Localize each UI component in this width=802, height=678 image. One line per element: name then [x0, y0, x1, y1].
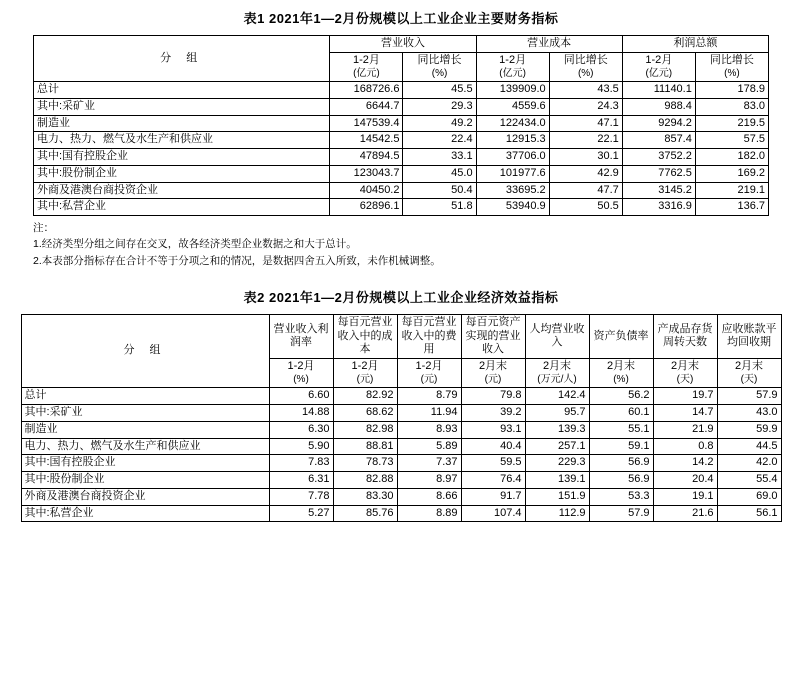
- cell-value: 50.4: [403, 182, 476, 199]
- col-period: 同比增长: [417, 53, 462, 66]
- cell-value: 22.4: [403, 132, 476, 149]
- cell-value: 257.1: [525, 438, 589, 455]
- cell-value: 8.97: [397, 472, 461, 489]
- cell-value: 6644.7: [330, 98, 403, 115]
- document-page: [0, 8, 802, 522]
- cell-value: 21.9: [653, 421, 717, 438]
- cell-value: 7762.5: [622, 165, 695, 182]
- col-unit: (元): [484, 373, 502, 385]
- cell-value: 6.60: [269, 388, 333, 405]
- cell-value: 53.3: [589, 488, 653, 505]
- cell-value: 11140.1: [622, 82, 695, 99]
- table-row: [21, 388, 781, 405]
- cell-value: 151.9: [525, 488, 589, 505]
- row-label: 总计: [34, 82, 330, 99]
- table2-col-cost-per-100: 每百元营业收入中的成本: [333, 314, 397, 358]
- cell-value: 8.79: [397, 388, 461, 405]
- cell-value: 5.27: [269, 505, 333, 522]
- table2-group-header: 分 组: [21, 314, 269, 388]
- cell-value: 82.92: [333, 388, 397, 405]
- cell-value: 55.4: [717, 472, 781, 489]
- row-label: 其中:采矿业: [34, 98, 330, 115]
- table2-title: 表2 2021年1—2月份规模以上工业企业经济效益指标: [243, 289, 559, 305]
- cell-value: 62896.1: [330, 199, 403, 216]
- cell-value: 857.4: [622, 132, 695, 149]
- cell-value: 12915.3: [476, 132, 549, 149]
- cell-value: 168726.6: [330, 82, 403, 99]
- cell-value: 55.1: [589, 421, 653, 438]
- cell-value: 57.9: [717, 388, 781, 405]
- table1-notes: [33, 220, 769, 269]
- cell-value: 30.1: [549, 149, 622, 166]
- cell-value: 219.1: [695, 182, 768, 199]
- cell-value: 24.3: [549, 98, 622, 115]
- col-period: 1-2月: [415, 360, 443, 373]
- table1-section-cost: 营业成本: [476, 36, 622, 53]
- cell-value: 45.0: [403, 165, 476, 182]
- col-period: 1-2月: [351, 360, 379, 373]
- table2: [21, 314, 782, 523]
- table2-subheader-5: [589, 359, 653, 388]
- table1-title: 表1 2021年1—2月份规模以上工业企业主要财务指标: [243, 11, 559, 26]
- cell-value: 139909.0: [476, 82, 549, 99]
- col-period: 1-2月: [287, 360, 315, 373]
- cell-value: 988.4: [622, 98, 695, 115]
- cell-value: 82.98: [333, 421, 397, 438]
- col-period: 1-2月: [352, 53, 380, 66]
- cell-value: 40450.2: [330, 182, 403, 199]
- col-period: 1-2月: [645, 53, 673, 66]
- col-period: 同比增长: [709, 53, 754, 66]
- col-unit: (元): [356, 373, 374, 385]
- cell-value: 40.4: [461, 438, 525, 455]
- col-unit: (天): [676, 373, 694, 385]
- cell-value: 229.3: [525, 455, 589, 472]
- table1-col-profit-value: [622, 52, 695, 81]
- cell-value: 47894.5: [330, 149, 403, 166]
- cell-value: 78.73: [333, 455, 397, 472]
- col-unit: (万元/人): [537, 373, 577, 385]
- col-unit: (亿元): [353, 67, 380, 79]
- table2-subheader-4: [525, 359, 589, 388]
- col-period: 同比增长: [563, 53, 608, 66]
- cell-value: 57.9: [589, 505, 653, 522]
- cell-value: 68.62: [333, 405, 397, 422]
- row-label: 制造业: [34, 115, 330, 132]
- cell-value: 6.30: [269, 421, 333, 438]
- cell-value: 8.66: [397, 488, 461, 505]
- table2-header-row-1: [21, 314, 781, 358]
- table1: [33, 35, 769, 216]
- cell-value: 112.9: [525, 505, 589, 522]
- cell-value: 139.3: [525, 421, 589, 438]
- cell-value: 83.30: [333, 488, 397, 505]
- cell-value: 169.2: [695, 165, 768, 182]
- table-row: [21, 438, 781, 455]
- table-row: [34, 149, 769, 166]
- table-row: [34, 115, 769, 132]
- table2-col-inventory-turnover-days: 产成品存货周转天数: [653, 314, 717, 358]
- row-label: 其中:股份制企业: [34, 165, 330, 182]
- row-label: 制造业: [21, 421, 269, 438]
- table2-col-profit-margin: 营业收入利润率: [269, 314, 333, 358]
- cell-value: 57.5: [695, 132, 768, 149]
- table1-head: [34, 36, 769, 82]
- table2-col-debt-ratio: 资产负债率: [589, 314, 653, 358]
- cell-value: 9294.2: [622, 115, 695, 132]
- cell-value: 59.1: [589, 438, 653, 455]
- cell-value: 182.0: [695, 149, 768, 166]
- cell-value: 7.78: [269, 488, 333, 505]
- col-unit: (%): [431, 67, 448, 79]
- cell-value: 0.8: [653, 438, 717, 455]
- table1-col-cost-growth: [549, 52, 622, 81]
- table2-subheader-6: [653, 359, 717, 388]
- cell-value: 43.0: [717, 405, 781, 422]
- col-unit: (亿元): [645, 67, 673, 79]
- col-period: 2月末: [478, 360, 508, 373]
- cell-value: 39.2: [461, 405, 525, 422]
- cell-value: 69.0: [717, 488, 781, 505]
- cell-value: 53940.9: [476, 199, 549, 216]
- cell-value: 3752.2: [622, 149, 695, 166]
- cell-value: 7.83: [269, 455, 333, 472]
- col-unit: (天): [740, 373, 758, 385]
- table2-subheader-0: [269, 359, 333, 388]
- table1-col-profit-growth: [695, 52, 768, 81]
- cell-value: 47.1: [549, 115, 622, 132]
- row-label: 其中:采矿业: [21, 405, 269, 422]
- table2-subheader-1: [333, 359, 397, 388]
- table2-col-revenue-per-100-assets: 每百元资产实现的营业收入: [461, 314, 525, 358]
- table1-col-revenue-value: [330, 52, 403, 81]
- cell-value: 82.88: [333, 472, 397, 489]
- table1-body: [34, 82, 769, 216]
- table1-section-revenue: 营业收入: [330, 36, 476, 53]
- table2-head: [21, 314, 781, 388]
- table1-group-header: 分 组: [34, 36, 330, 82]
- table1-section-profit: 利润总额: [622, 36, 768, 53]
- cell-value: 21.6: [653, 505, 717, 522]
- cell-value: 101977.6: [476, 165, 549, 182]
- cell-value: 14.2: [653, 455, 717, 472]
- table2-col-receivables-days: 应收账款平均回收期: [717, 314, 781, 358]
- cell-value: 56.9: [589, 455, 653, 472]
- cell-value: 147539.4: [330, 115, 403, 132]
- cell-value: 59.9: [717, 421, 781, 438]
- table2-subheader-7: [717, 359, 781, 388]
- table-row: [21, 472, 781, 489]
- table-row: [34, 165, 769, 182]
- cell-value: 11.94: [397, 405, 461, 422]
- table-row: [34, 98, 769, 115]
- cell-value: 59.5: [461, 455, 525, 472]
- cell-value: 20.4: [653, 472, 717, 489]
- table-row: [21, 455, 781, 472]
- cell-value: 43.5: [549, 82, 622, 99]
- section-spacer: [0, 269, 802, 279]
- row-label: 外商及港澳台商投资企业: [21, 488, 269, 505]
- cell-value: 5.89: [397, 438, 461, 455]
- table1-header-row-1: [34, 36, 769, 53]
- col-unit: (%): [577, 67, 594, 79]
- cell-value: 29.3: [403, 98, 476, 115]
- cell-value: 44.5: [717, 438, 781, 455]
- cell-value: 136.7: [695, 199, 768, 216]
- cell-value: 88.81: [333, 438, 397, 455]
- cell-value: 79.8: [461, 388, 525, 405]
- cell-value: 56.1: [717, 505, 781, 522]
- note-line: 2.本表部分指标存在合计不等于分项之和的情况，是数据四舍五入所致，未作机械调整。: [33, 254, 441, 267]
- cell-value: 8.89: [397, 505, 461, 522]
- cell-value: 22.1: [549, 132, 622, 149]
- col-unit: (%): [293, 373, 309, 385]
- cell-value: 3316.9: [622, 199, 695, 216]
- cell-value: 42.0: [717, 455, 781, 472]
- col-unit: (%): [613, 373, 629, 385]
- cell-value: 8.93: [397, 421, 461, 438]
- cell-value: 3145.2: [622, 182, 695, 199]
- row-label: 其中:股份制企业: [21, 472, 269, 489]
- cell-value: 56.2: [589, 388, 653, 405]
- cell-value: 76.4: [461, 472, 525, 489]
- table2-subheader-3: [461, 359, 525, 388]
- row-label: 其中:国有控股企业: [21, 455, 269, 472]
- table-row: [34, 82, 769, 99]
- cell-value: 33.1: [403, 149, 476, 166]
- cell-value: 47.7: [549, 182, 622, 199]
- col-period: 2月末: [670, 360, 700, 373]
- table-row: [21, 405, 781, 422]
- table-row: [34, 182, 769, 199]
- cell-value: 33695.2: [476, 182, 549, 199]
- table-row: [21, 505, 781, 522]
- cell-value: 83.0: [695, 98, 768, 115]
- table1-col-revenue-growth: [403, 52, 476, 81]
- row-label: 电力、热力、燃气及水生产和供应业: [34, 132, 330, 149]
- note-line: 1.经济类型分组之间存在交叉，故各经济类型企业数据之和大于总计。: [33, 238, 357, 251]
- cell-value: 142.4: [525, 388, 589, 405]
- row-label: 外商及港澳台商投资企业: [34, 182, 330, 199]
- cell-value: 5.90: [269, 438, 333, 455]
- cell-value: 51.8: [403, 199, 476, 216]
- row-label: 其中:私营企业: [34, 199, 330, 216]
- cell-value: 14542.5: [330, 132, 403, 149]
- cell-value: 4559.6: [476, 98, 549, 115]
- cell-value: 14.7: [653, 405, 717, 422]
- note-line: 注：: [33, 222, 54, 234]
- col-unit: (元): [420, 373, 438, 385]
- cell-value: 56.9: [589, 472, 653, 489]
- cell-value: 123043.7: [330, 165, 403, 182]
- col-unit: (亿元): [499, 67, 526, 79]
- cell-value: 93.1: [461, 421, 525, 438]
- cell-value: 14.88: [269, 405, 333, 422]
- cell-value: 37706.0: [476, 149, 549, 166]
- cell-value: 19.7: [653, 388, 717, 405]
- cell-value: 60.1: [589, 405, 653, 422]
- col-unit: (%): [724, 67, 740, 79]
- cell-value: 139.1: [525, 472, 589, 489]
- cell-value: 7.37: [397, 455, 461, 472]
- col-period: 2月末: [734, 360, 764, 373]
- table-row: [21, 421, 781, 438]
- cell-value: 122434.0: [476, 115, 549, 132]
- cell-value: 45.5: [403, 82, 476, 99]
- cell-value: 91.7: [461, 488, 525, 505]
- cell-value: 107.4: [461, 505, 525, 522]
- col-period: 1-2月: [499, 53, 527, 66]
- col-period: 2月末: [606, 360, 636, 373]
- table-row: [21, 488, 781, 505]
- table-row: [34, 132, 769, 149]
- cell-value: 49.2: [403, 115, 476, 132]
- table2-col-revenue-per-capita: 人均营业收入: [525, 314, 589, 358]
- table-row: [34, 199, 769, 216]
- row-label: 其中:私营企业: [21, 505, 269, 522]
- row-label: 其中:国有控股企业: [34, 149, 330, 166]
- cell-value: 178.9: [695, 82, 768, 99]
- cell-value: 6.31: [269, 472, 333, 489]
- table2-col-expense-per-100: 每百元营业收入中的费用: [397, 314, 461, 358]
- cell-value: 19.1: [653, 488, 717, 505]
- table2-body: [21, 388, 781, 522]
- cell-value: 50.5: [549, 199, 622, 216]
- row-label: 电力、热力、燃气及水生产和供应业: [21, 438, 269, 455]
- cell-value: 85.76: [333, 505, 397, 522]
- col-period: 2月末: [542, 360, 572, 373]
- cell-value: 219.5: [695, 115, 768, 132]
- cell-value: 42.9: [549, 165, 622, 182]
- cell-value: 95.7: [525, 405, 589, 422]
- table2-subheader-2: [397, 359, 461, 388]
- row-label: 总计: [21, 388, 269, 405]
- table1-col-cost-value: [476, 52, 549, 81]
